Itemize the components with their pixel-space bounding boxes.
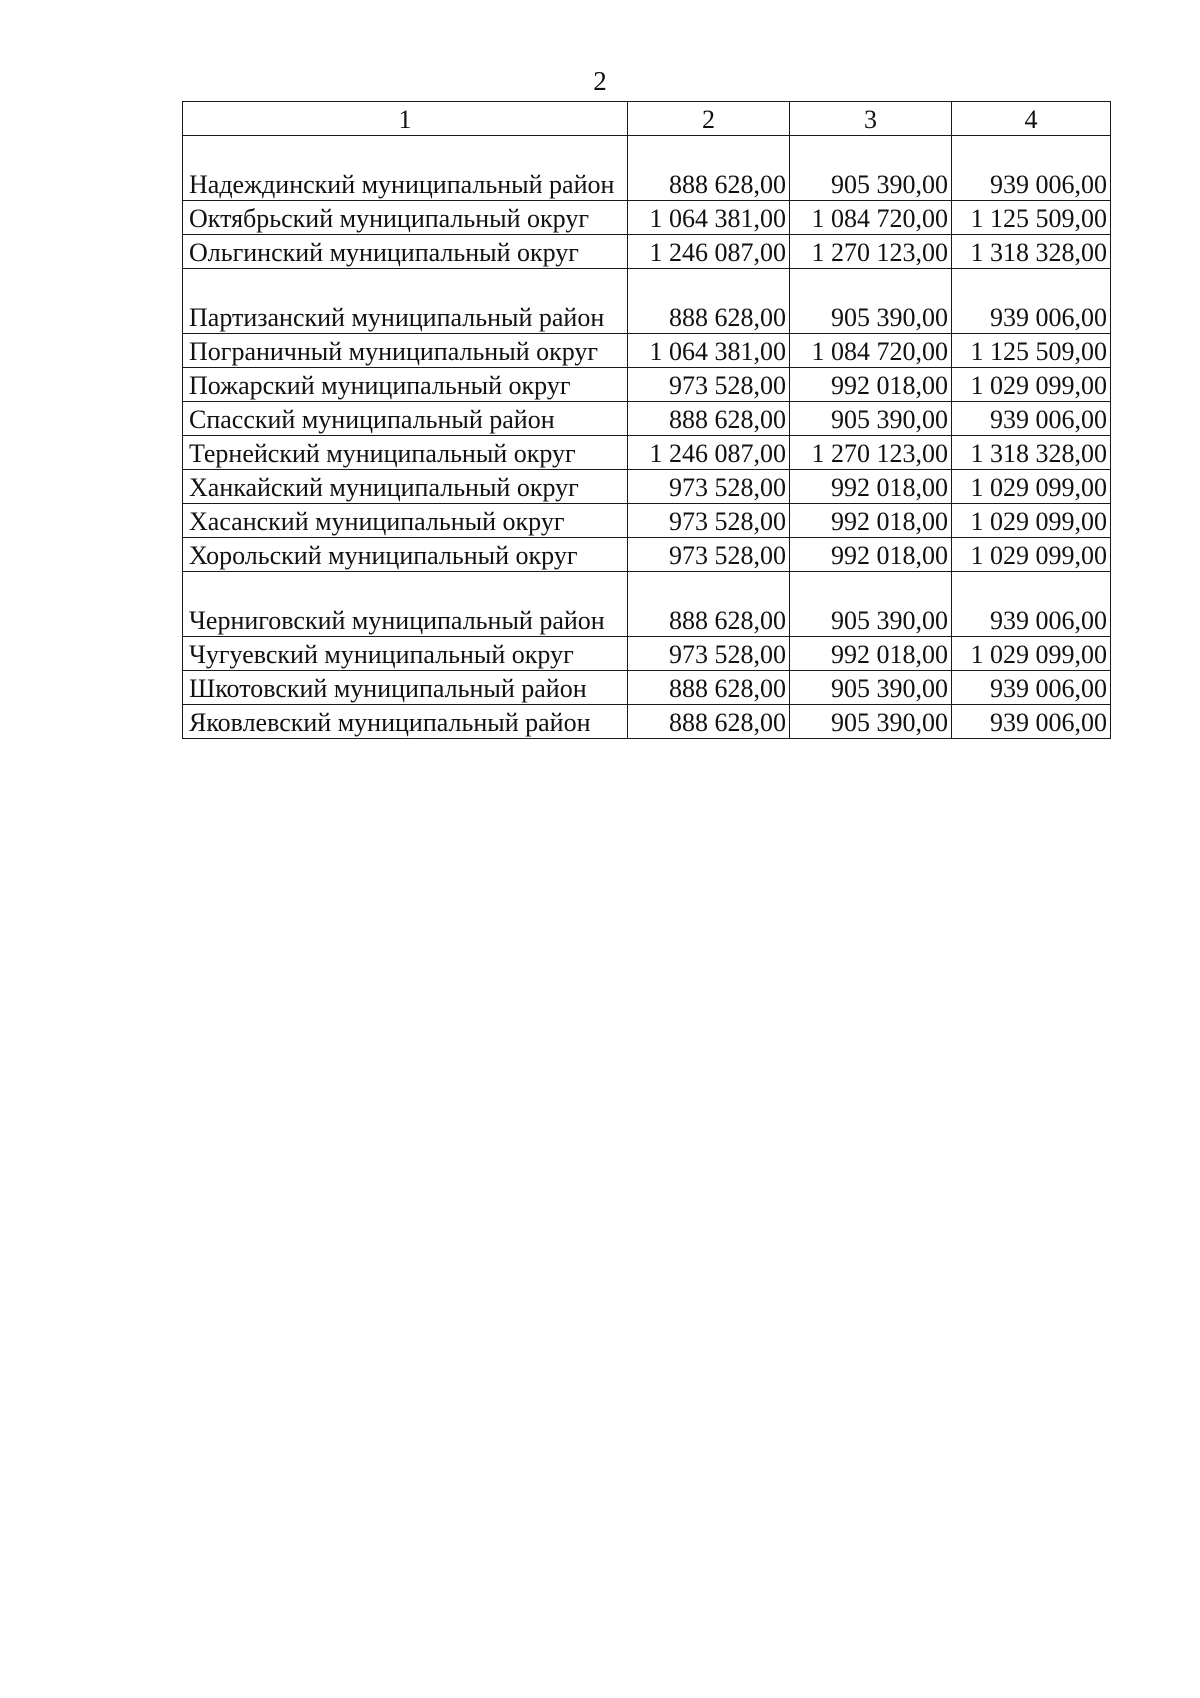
value-cell-col4: 1 318 328,00 xyxy=(952,436,1111,470)
value-cell-col3: 992 018,00 xyxy=(790,368,952,402)
table-row xyxy=(183,504,1111,538)
value-cell-col2: 888 628,00 xyxy=(628,136,790,201)
value-cell-col4: 1 318 328,00 xyxy=(952,235,1111,269)
value-cell-col2: 973 528,00 xyxy=(628,368,790,402)
table-row xyxy=(183,671,1111,705)
value-cell-col2: 1 246 087,00 xyxy=(628,235,790,269)
value-cell-col3: 905 390,00 xyxy=(790,705,952,739)
municipality-name-cell: Партизанский муниципальный район xyxy=(183,269,628,334)
value-cell-col4: 939 006,00 xyxy=(952,269,1111,334)
value-cell-col4: 1 125 509,00 xyxy=(952,334,1111,368)
municipality-name-cell: Хорольский муниципальный округ xyxy=(183,538,628,572)
value-cell-col3: 905 390,00 xyxy=(790,269,952,334)
value-cell-col4: 939 006,00 xyxy=(952,705,1111,739)
value-cell-col2: 888 628,00 xyxy=(628,572,790,637)
value-cell-col3: 992 018,00 xyxy=(790,504,952,538)
municipality-name-cell: Чугуевский муниципальный округ xyxy=(183,637,628,671)
municipality-name-cell: Надеждинский муниципальный район xyxy=(183,136,628,201)
table-row xyxy=(183,402,1111,436)
value-cell-col2: 973 528,00 xyxy=(628,470,790,504)
value-cell-col2: 1 064 381,00 xyxy=(628,201,790,235)
value-cell-col4: 1 029 099,00 xyxy=(952,470,1111,504)
table-row xyxy=(183,538,1111,572)
value-cell-col4: 1 029 099,00 xyxy=(952,368,1111,402)
value-cell-col2: 1 064 381,00 xyxy=(628,334,790,368)
municipality-name-cell: Ханкайский муниципальный округ xyxy=(183,470,628,504)
column-header-4: 4 xyxy=(952,102,1111,136)
value-cell-col3: 1 270 123,00 xyxy=(790,235,952,269)
table-row xyxy=(183,436,1111,470)
table-row xyxy=(183,572,1111,637)
value-cell-col3: 905 390,00 xyxy=(790,671,952,705)
municipality-name-cell: Октябрьский муниципальный округ xyxy=(183,201,628,235)
municipality-name-cell: Пожарский муниципальный округ xyxy=(183,368,628,402)
municipality-name-cell: Спасский муниципальный район xyxy=(183,402,628,436)
value-cell-col4: 1 029 099,00 xyxy=(952,538,1111,572)
value-cell-col2: 888 628,00 xyxy=(628,269,790,334)
value-cell-col4: 1 029 099,00 xyxy=(952,637,1111,671)
value-cell-col3: 1 084 720,00 xyxy=(790,201,952,235)
table-row xyxy=(183,637,1111,671)
municipality-name-cell: Пограничный муниципальный округ xyxy=(183,334,628,368)
table-body xyxy=(183,136,1111,739)
municipal-values-table xyxy=(182,101,1111,739)
value-cell-col3: 1 270 123,00 xyxy=(790,436,952,470)
value-cell-col4: 939 006,00 xyxy=(952,402,1111,436)
table-header-row xyxy=(183,102,1111,136)
page-number: 2 xyxy=(593,66,607,96)
value-cell-col3: 1 084 720,00 xyxy=(790,334,952,368)
value-cell-col4: 1 125 509,00 xyxy=(952,201,1111,235)
table-row xyxy=(183,705,1111,739)
column-header-3: 3 xyxy=(790,102,952,136)
value-cell-col3: 992 018,00 xyxy=(790,470,952,504)
municipality-name-cell: Тернейский муниципальный округ xyxy=(183,436,628,470)
value-cell-col3: 905 390,00 xyxy=(790,572,952,637)
municipality-name-cell: Шкотовский муниципальный район xyxy=(183,671,628,705)
value-cell-col3: 992 018,00 xyxy=(790,538,952,572)
table-row xyxy=(183,201,1111,235)
value-cell-col4: 939 006,00 xyxy=(952,671,1111,705)
column-header-1: 1 xyxy=(183,102,628,136)
value-cell-col4: 939 006,00 xyxy=(952,136,1111,201)
table-row xyxy=(183,334,1111,368)
value-cell-col2: 888 628,00 xyxy=(628,402,790,436)
column-header-2: 2 xyxy=(628,102,790,136)
value-cell-col3: 905 390,00 xyxy=(790,136,952,201)
value-cell-col2: 888 628,00 xyxy=(628,705,790,739)
municipality-name-cell: Хасанский муниципальный округ xyxy=(183,504,628,538)
value-cell-col3: 992 018,00 xyxy=(790,637,952,671)
value-cell-col2: 973 528,00 xyxy=(628,538,790,572)
value-cell-col2: 1 246 087,00 xyxy=(628,436,790,470)
table-row xyxy=(183,235,1111,269)
table-row xyxy=(183,470,1111,504)
value-cell-col2: 888 628,00 xyxy=(628,671,790,705)
table-row xyxy=(183,269,1111,334)
value-cell-col2: 973 528,00 xyxy=(628,504,790,538)
value-cell-col3: 905 390,00 xyxy=(790,402,952,436)
table-row xyxy=(183,136,1111,201)
municipality-name-cell: Черниговский муниципальный район xyxy=(183,572,628,637)
value-cell-col4: 1 029 099,00 xyxy=(952,504,1111,538)
table-row xyxy=(183,368,1111,402)
municipality-name-cell: Ольгинский муниципальный округ xyxy=(183,235,628,269)
value-cell-col4: 939 006,00 xyxy=(952,572,1111,637)
value-cell-col2: 973 528,00 xyxy=(628,637,790,671)
municipality-name-cell: Яковлевский муниципальный район xyxy=(183,705,628,739)
